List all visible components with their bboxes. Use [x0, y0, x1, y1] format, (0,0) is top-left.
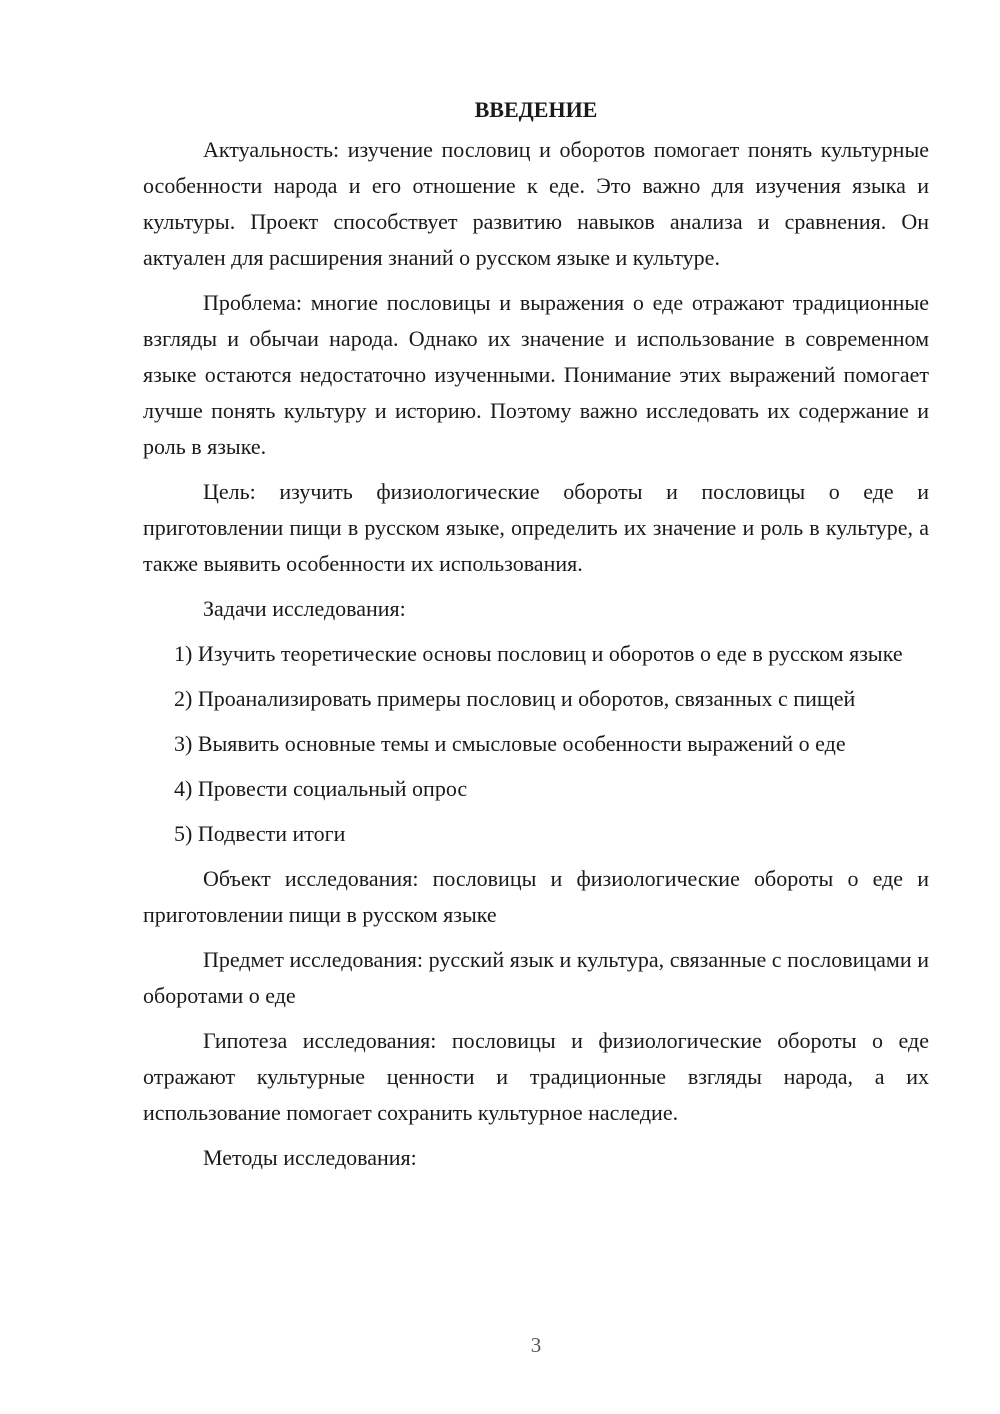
list-item-task-4: 4) Провести социальный опрос — [174, 776, 468, 801]
paragraph-subject: Предмет исследования: русский язык и культура, связанные с пословицами и оборотами о еде — [143, 947, 929, 1008]
document-page — [143, 92, 929, 1185]
page-number: 3 — [530, 1333, 542, 1357]
paragraph-tasks-heading: Задачи исследования: — [203, 596, 406, 621]
paragraph-methods: Методы исследования: — [203, 1145, 417, 1170]
list-item-task-1: 1) Изучить теоретические основы пословиц и оборотов о еде в русском языке — [174, 641, 903, 666]
paragraph-hypothesis: Гипотеза исследования: пословицы и физиологические обороты о еде отражают культурные ценности и традиционные взгляды народа, а их использование помогает сохранить культурное наследие. — [143, 1028, 929, 1125]
paragraph-goal: Цель: изучить физиологические обороты и пословицы о еде и приготовлении пищи в русском языке, определить их значение и роль в культуре, а также выявить особенности их использования. — [143, 479, 929, 576]
list-item-task-2: 2) Проанализировать примеры пословиц и оборотов, связанных с пищей — [174, 686, 856, 711]
paragraph-problem: Проблема: многие пословицы и выражения о еде отражают традиционные взгляды и обычаи народа. Однако их значение и использование в современном языке остаются недостаточно изученными. Понимание этих выражений помогает лучше понять культуру и историю. Поэтому важно исследовать их содержание и роль в языке. — [143, 290, 929, 459]
page-title: ВВЕДЕНИЕ — [474, 97, 598, 122]
list-item-task-5: 5) Подвести итоги — [174, 821, 346, 846]
paragraph-object: Объект исследования: пословицы и физиологические обороты о еде и приготовлении пищи в русском языке — [143, 866, 929, 927]
list-item-task-3: 3) Выявить основные темы и смысловые особенности выражений о еде — [174, 731, 846, 756]
paragraph-relevance: Актуальность: изучение пословиц и оборотов помогает понять культурные особенности народа и его отношение к еде. Это важно для изучения языка и культуры. Проект способствует развитию навыков анализа и сравнения. Он актуален для расширения знаний о русском языке и культуре. — [143, 137, 929, 270]
